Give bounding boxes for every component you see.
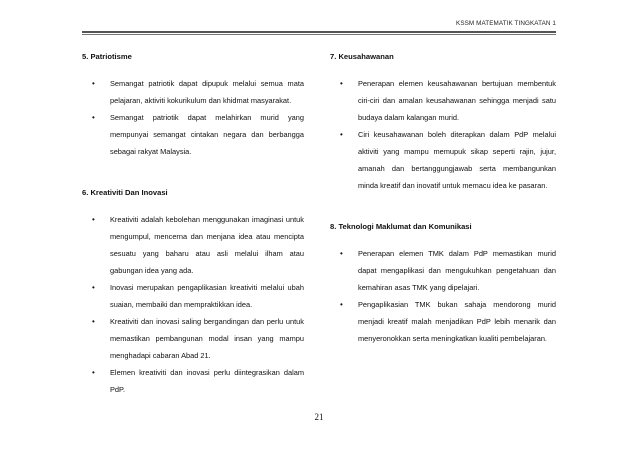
page-number: 21 [314,412,324,422]
list-item: • Elemen kreativiti dan inovasi perlu diintegrasikan dalam PdP. [82,364,304,398]
kreativiti-list [82,211,304,398]
running-header: KSSM MATEMATIK TINGKATAN 1 [456,20,556,27]
list-item: • Pengaplikasian TMK bukan sahaja mendorong murid menjadi kreatif malah menjadikan PdP lebih menarik dan menyeronokkan serta meningkatkan kualiti pembelajaran. [330,296,556,347]
list-item: • Semangat patriotik dapat dipupuk melalui semua mata pelajaran, aktiviti kokurikulum dan khidmat masyarakat. [82,75,304,109]
left-column [82,52,304,398]
tmk-list [330,245,556,347]
right-column [330,52,556,347]
keusahawanan-list [330,75,556,194]
section-title-keusahawanan: 7. Keusahawanan [330,52,394,61]
section-title-patriotisme: 5. Patriotisme [82,52,132,61]
section-title-kreativiti: 6. Kreativiti Dan Inovasi [82,188,168,197]
section-title-tmk: 8. Teknologi Maklumat dan Komunikasi [330,222,472,231]
list-item: • Penerapan elemen TMK dalam PdP memastikan murid dapat mengaplikasi dan mengukuhkan pengetahuan dan kemahiran asas TMK yang dipelajari. [330,245,556,296]
list-item: • Semangat patriotik dapat melahirkan murid yang mempunyai semangat cintakan negara dan berbangga sebagai rakyat Malaysia. [82,109,304,160]
patriotisme-list [82,75,304,160]
list-item: • Ciri keusahawanan boleh diterapkan dalam PdP melalui aktiviti yang mampu memupuk sikap seperti rajin, jujur, amanah dan bertanggungjawab serta membangunkan minda kreatif dan inovatif untuk memacu idea ke pasaran. [330,126,556,194]
list-item: • Kreativiti dan inovasi saling bergandingan dan perlu untuk memastikan pembangunan modal insan yang mampu menghadapi cabaran Abad 21. [82,313,304,364]
header-rule-thick [82,31,556,33]
header-rule-thin [82,34,556,35]
list-item: • Kreativiti adalah kebolehan menggunakan imaginasi untuk mengumpul, mencerna dan menjana idea atau mencipta sesuatu yang baharu atau asli melalui ilham atau gabungan idea yang ada. [82,211,304,279]
list-item: • Inovasi merupakan pengaplikasian kreativiti melalui ubah suaian, membaiki dan mempraktikkan idea. [82,279,304,313]
list-item: • Penerapan elemen keusahawanan bertujuan membentuk ciri-ciri dan amalan keusahawanan sehingga menjadi satu budaya dalam kalangan murid. [330,75,556,126]
